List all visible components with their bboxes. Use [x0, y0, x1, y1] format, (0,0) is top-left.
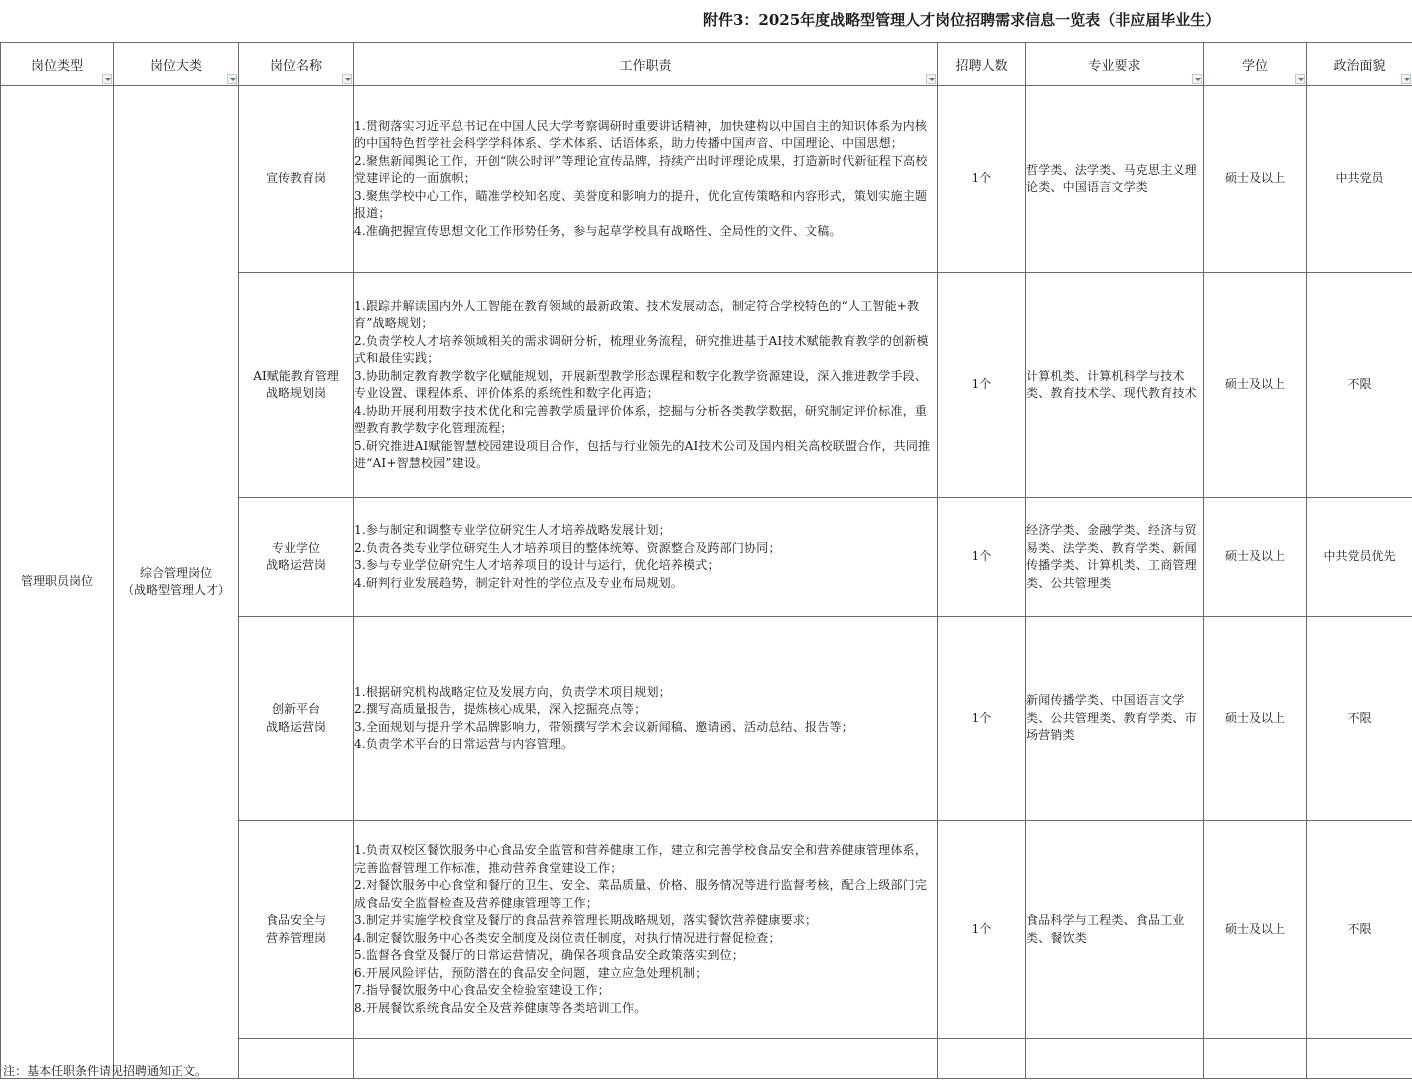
header-position-category: 岗位大类	[114, 43, 239, 86]
duties-cell: 1.根据研究机构战略定位及发展方向，负责学术项目规划； 2.撰写高质量报告，提炼核心成果，深入挖掘亮点等； 3.全面规划与提升学术品牌影响力，带领撰写学术会议新闻稿、邀请函、活动总结、报告等； 4.负责学术平台的日常运营与内容管理。	[354, 617, 938, 821]
degree-cell: 硕士及以上	[1204, 821, 1307, 1039]
empty-cell	[1026, 1039, 1204, 1079]
filter-dropdown-icon[interactable]	[1295, 74, 1305, 84]
empty-cell	[938, 1039, 1026, 1079]
position-name-cell: 食品安全与 营养管理岗	[239, 821, 354, 1039]
major-cell: 哲学类、法学类、马克思主义理论类、中国语言文学类	[1026, 86, 1204, 273]
empty-cell	[1204, 1039, 1307, 1079]
degree-cell: 硕士及以上	[1204, 86, 1307, 273]
count-cell: 1个	[938, 273, 1026, 498]
position-type-cell: 管理职员岗位	[1, 86, 114, 1079]
count-cell: 1个	[938, 821, 1026, 1039]
count-cell: 1个	[938, 86, 1026, 273]
duties-cell: 1.贯彻落实习近平总书记在中国人民大学考察调研时重要讲话精神，加快建构以中国自主的知识体系为内核的中国特色哲学社会科学学科体系、学术体系、话语体系，助力传播中国声音、中国理论、中国思想； 2.聚焦新闻舆论工作，开创“陕公时评”等理论宣传品牌，持续产出时评理论成果，打造新时代新征程下高校党建评论的一面旗帜； 3.聚焦学校中心工作，瞄准学校知名度、美誉度和影响力的提升，优化宣传策略和内容形式，策划实施主题报道； 4.准确把握宣传思想文化工作形势任务，参与起草学校具有战略性、全局性的文件、文稿。	[354, 86, 938, 273]
filter-dropdown-icon[interactable]	[1401, 74, 1411, 84]
header-position-type: 岗位类型	[1, 43, 114, 86]
political-cell: 中共党员	[1307, 86, 1412, 273]
political-cell: 不限	[1307, 617, 1412, 821]
duties-cell: 1.参与制定和调整专业学位研究生人才培养战略发展计划； 2.负责各类专业学位研究生人才培养项目的整体统筹、资源整合及跨部门协同； 3.参与专业学位研究生人才培养项目的设计与运行，优化培养模式； 4.研判行业发展趋势，制定针对性的学位点及专业布局规划。	[354, 498, 938, 617]
header-count: 招聘人数	[938, 43, 1026, 86]
header-duties: 工作职责	[354, 43, 938, 86]
position-name-cell: 宣传教育岗	[239, 86, 354, 273]
header-row	[1, 43, 1412, 86]
filter-dropdown-icon[interactable]	[102, 74, 112, 84]
header-political: 政治面貌	[1307, 43, 1412, 86]
position-name-cell: 创新平台 战略运营岗	[239, 617, 354, 821]
header-major: 专业要求	[1026, 43, 1204, 86]
major-cell: 新闻传播学类、中国语言文学类、公共管理类、教育学类、市场营销类	[1026, 617, 1204, 821]
degree-cell: 硕士及以上	[1204, 273, 1307, 498]
position-category-cell: 综合管理岗位 （战略型管理人才）	[114, 86, 239, 1079]
count-cell: 1个	[938, 498, 1026, 617]
political-cell: 不限	[1307, 821, 1412, 1039]
major-cell: 经济学类、金融学类、经济与贸易类、法学类、教育学类、新闻传播学类、计算机类、工商管理类、公共管理类	[1026, 498, 1204, 617]
recruitment-table	[0, 42, 1412, 1079]
empty-cell	[354, 1039, 938, 1079]
position-name-cell: 专业学位 战略运营岗	[239, 498, 354, 617]
filter-dropdown-icon[interactable]	[342, 74, 352, 84]
table-row	[1, 86, 1412, 273]
major-cell: 食品科学与工程类、食品工业类、餐饮类	[1026, 821, 1204, 1039]
footnote: 注：基本任职条件请见招聘通知正文。	[3, 1064, 208, 1078]
duties-cell: 1.负责双校区餐饮服务中心食品安全监管和营养健康工作，建立和完善学校食品安全和营养健康管理体系，完善监督管理工作标准，推动营养食堂建设工作； 2.对餐饮服务中心食堂和餐厅的卫生、安全、菜品质量、价格、服务情况等进行监督考核，配合上级部门完成食品安全监督检查及营养健康管理等工作； 3.制定并实施学校食堂及餐厅的食品营养管理长期战略规划，落实餐饮营养健康要求； 4.制定餐饮服务中心各类安全制度及岗位责任制度，对执行情况进行督促检查； 5.监督各食堂及餐厅的日常运营情况，确保各项食品安全政策落实到位； 6.开展风险评估，预防潜在的食品安全问题，建立应急处理机制； 7.指导餐饮服务中心食品安全检验室建设工作； 8.开展餐饮系统食品安全及营养健康等各类培训工作。	[354, 821, 938, 1039]
major-cell: 计算机类、计算机科学与技术类、教育技术学、现代教育技术	[1026, 273, 1204, 498]
page-title: 附件3：2025年度战略型管理人才岗位招聘需求信息一览表（非应届毕业生）	[703, 11, 1221, 29]
header-position-name: 岗位名称	[239, 43, 354, 86]
degree-cell: 硕士及以上	[1204, 617, 1307, 821]
empty-cell	[239, 1039, 354, 1079]
degree-cell: 硕士及以上	[1204, 498, 1307, 617]
political-cell: 不限	[1307, 273, 1412, 498]
duties-cell: 1.跟踪并解读国内外人工智能在教育领域的最新政策、技术发展动态，制定符合学校特色的“人工智能+教育”战略规划； 2.负责学校人才培养领域相关的需求调研分析，梳理业务流程，研究推进基于AI技术赋能教育教学的创新模式和最佳实践； 3.协助制定教育教学数字化赋能规划，开展新型教学形态课程和数字化教学资源建设，深入推进教学手段、专业设置、课程体系、评价体系的系统性和数字化再造； 4.协助开展利用数字技术优化和完善教学质量评价体系，挖掘与分析各类教学数据，研究制定评价标准，重塑教育教学数字化管理流程； 5.研究推进AI赋能智慧校园建设项目合作，包括与行业领先的AI技术公司及国内相关高校联盟合作，共同推进“AI+智慧校园”建设。	[354, 273, 938, 498]
filter-dropdown-icon[interactable]	[1192, 74, 1202, 84]
filter-dropdown-icon[interactable]	[926, 74, 936, 84]
empty-cell	[1307, 1039, 1412, 1079]
filter-dropdown-icon[interactable]	[227, 74, 237, 84]
count-cell: 1个	[938, 617, 1026, 821]
political-cell: 中共党员优先	[1307, 498, 1412, 617]
position-name-cell: AI赋能教育管理 战略规划岗	[239, 273, 354, 498]
header-degree: 学位	[1204, 43, 1307, 86]
